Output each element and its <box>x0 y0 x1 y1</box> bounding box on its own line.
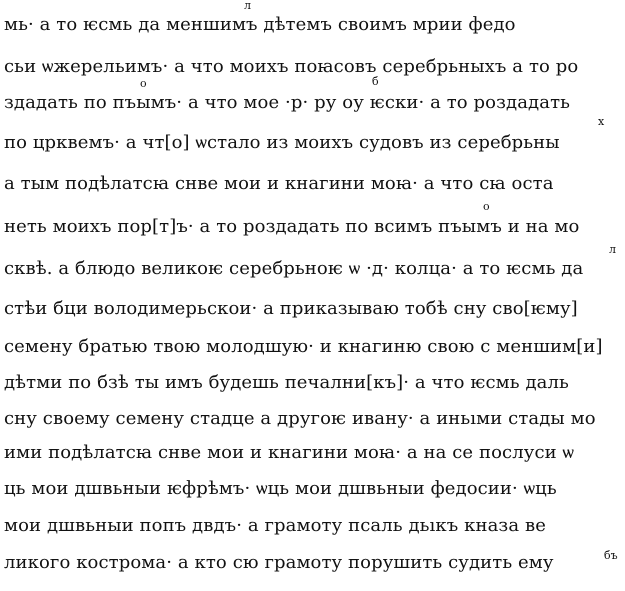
text-line-13: ць мои дшвьныи ѥфрѣмъ· ѡць мои дшвьныи федосии· ѡць <box>4 478 557 499</box>
text-line-15: ликого кострома· а кто сю грамоту порушить судить ему <box>4 552 554 573</box>
superscript-b-last-line: бъ <box>604 549 618 562</box>
text-line-1: мь· а то ѥсмь да меншимъ дѣтемъ своимъ мрии федо <box>4 14 516 35</box>
text-line-14: мои дшвьныи попъ двдъ· а грамоту псаль дьıкъ кназа ве <box>4 515 546 536</box>
superscript-x-line-4: х <box>598 115 605 128</box>
superscript-o-line-6: о <box>483 200 490 213</box>
text-line-2: сьи ѡжерельимъ· а что моихъ поꙗсовъ серебрьныхъ а то ро <box>4 56 579 77</box>
text-line-6: неть моихъ пор[т]ъ· а то роздадать по всимъ пъымъ и на мо <box>4 216 580 237</box>
text-line-9: семену братью твою молодшую· и кнагиню свою с меншим[и] <box>4 336 603 357</box>
superscript-l-top: л <box>244 0 251 12</box>
text-line-5: а тым подѣлатсꙗ снве мои и кнагини моꙗ· а что сꙗ оста <box>4 173 554 194</box>
superscript-l-line-7: л <box>609 243 616 256</box>
superscript-b-line-3: б <box>372 75 379 88</box>
superscript-o-line-3: о <box>140 77 147 90</box>
text-line-12: ими подѣлатсꙗ снве мои и кнагини моꙗ· а на се послуси ѡ <box>4 442 575 463</box>
text-line-7: сквѣ. а блюдо великоѥ серебрьноѥ ѡ ·д· колца· а то ѥсмь да <box>4 258 584 279</box>
text-line-3: здадать по пъымъ· а что мое ·р· ру оу ѥски· а то роздадать <box>4 92 571 113</box>
text-line-8: стѣи бци володимерьскои· а приказываю тобѣ сну сво[ѥму] <box>4 298 578 319</box>
text-line-11: сну своему семену стадце а другоѥ ивану· а иньıми стады мо <box>4 408 596 429</box>
text-line-10: дѣтми по бзѣ ты имъ будешь печални[къ]· а что ѥсмь даль <box>4 372 569 393</box>
text-line-4: по црквемъ· а чт[о] ѡстало из моихъ судовъ из серебрьны <box>4 132 560 153</box>
